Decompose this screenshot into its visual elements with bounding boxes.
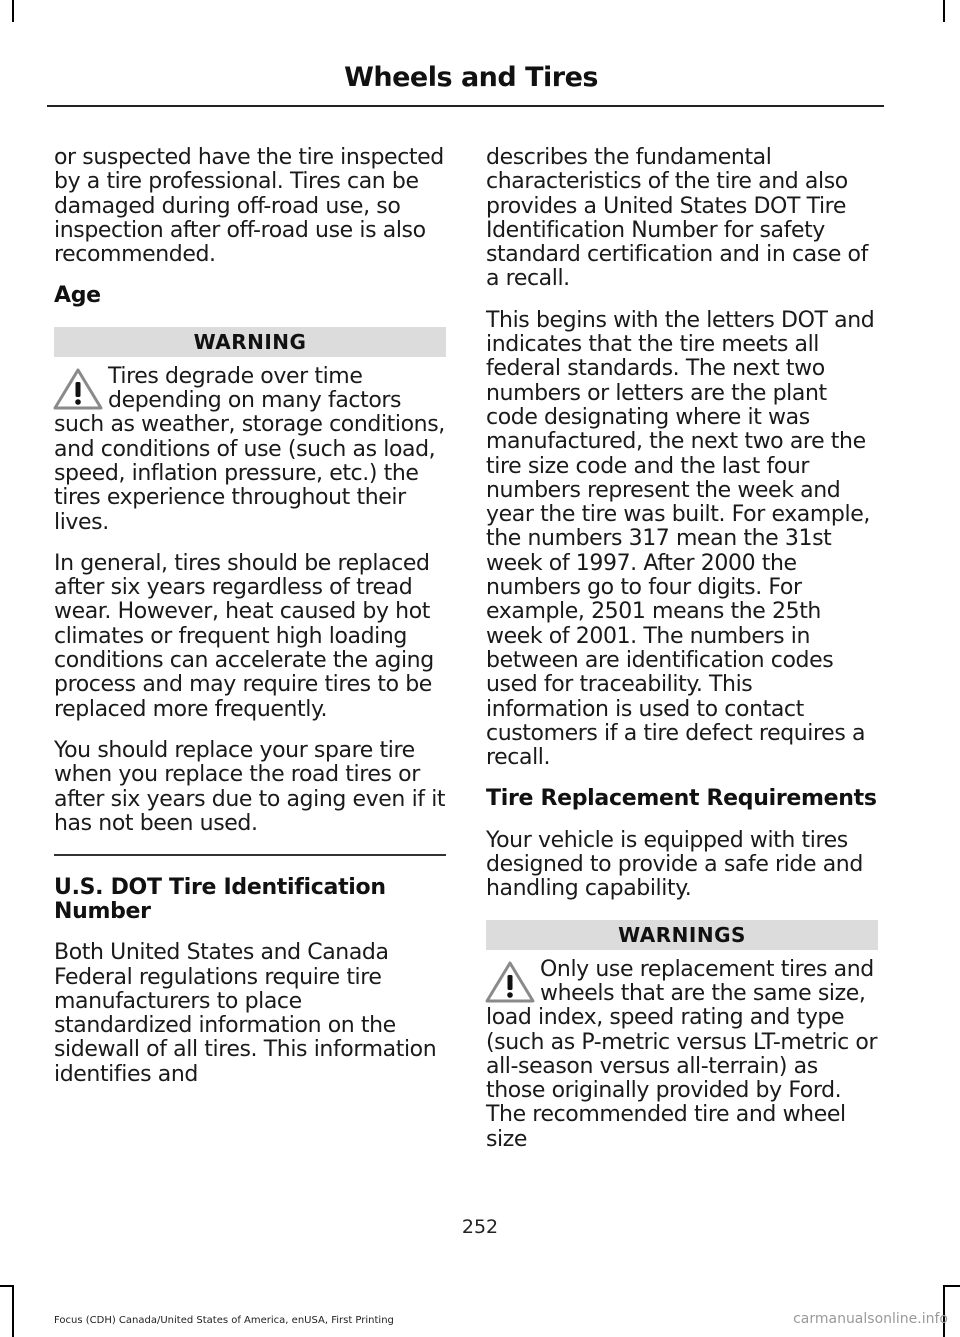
warnings-box <box>486 958 878 1152</box>
equipped-paragraph: Your vehicle is equipped with tires designed to provide a safe ride and handling capability. <box>486 827 863 902</box>
right-column <box>486 146 878 1169</box>
replacement-heading: Tire Replacement Requirements <box>486 786 877 812</box>
warning-triangle-icon <box>52 367 104 411</box>
left-column <box>54 146 446 1104</box>
spare-tire-paragraph: You should replace your spare tire when you replace the road tires or after six years due to aging even if it has not been used. <box>54 737 446 836</box>
footer-text: Focus (CDH) Canada/United States of America, enUSA, First Printing <box>54 1315 394 1326</box>
crop-mark-top-left-v <box>12 0 14 22</box>
warnings-header: WARNINGS <box>486 920 878 950</box>
warning-text: Tires degrade over time depending on many factors such as weather, storage conditions, and conditions of use (such as load, speed, inflation pressure, etc.) the tires experience throughout their lives. <box>54 363 445 535</box>
warning-triangle-icon <box>484 960 536 1004</box>
crop-mark-top-right-v <box>943 0 945 22</box>
warnings-text: Only use replacement tires and wheels that are the same size, load index, speed rating and type (such as P-metric versus LT-metric or all-season versus all-terrain) as those originally provided by Ford. The recommended tire and wheel size <box>486 956 878 1152</box>
watermark: carmanualsonline.info <box>793 1311 948 1327</box>
crop-mark-bottom-left-h <box>0 1285 14 1287</box>
header-divider <box>47 105 884 107</box>
page-number: 252 <box>461 1216 499 1238</box>
continued-paragraph: describes the fundamental characteristics of the tire and also provides a United States DOT Tire Identification Number for safety standard certification and in case of a recall. <box>486 145 868 292</box>
intro-paragraph: or suspected have the tire inspected by a tire professional. Tires can be damaged during off-road use, so inspection after off-road use is also recommended. <box>54 145 444 268</box>
dot-heading: U.S. DOT Tire Identification Number <box>54 874 386 924</box>
crop-mark-bottom-right-h <box>943 1285 960 1287</box>
warning-header: WARNING <box>54 327 446 357</box>
crop-mark-bottom-left-v <box>12 1285 14 1337</box>
section-divider <box>54 854 446 856</box>
dot-paragraph: Both United States and Canada Federal regulations require tire manufacturers to place standardized information on the sidewall of all tires. This information identifies and <box>54 940 437 1087</box>
dot-explanation-paragraph: This begins with the letters DOT and indicates that the tire meets all federal standards. The next two numbers or letters are the plant code designating where it was manufactured, the next two are the tire size code and the last four numbers represent the week and year the tire was built. For example, the numbers 317 mean the 31st week of 1997. After 2000 the numbers go to four digits. For example, 2501 means the 25th week of 2001. The numbers in between are identification codes used for traceability. This information is used to contact customers if a tire defect requires a recall. <box>486 307 875 771</box>
general-paragraph: In general, tires should be replaced after six years regardless of tread wear. However, heat caused by hot climates or frequent high loading conditions can accelerate the aging process and may require tires to be replaced more frequently. <box>54 550 434 722</box>
age-heading: Age <box>54 283 101 309</box>
page-title: Wheels and Tires <box>344 62 598 93</box>
warning-box <box>54 365 446 535</box>
